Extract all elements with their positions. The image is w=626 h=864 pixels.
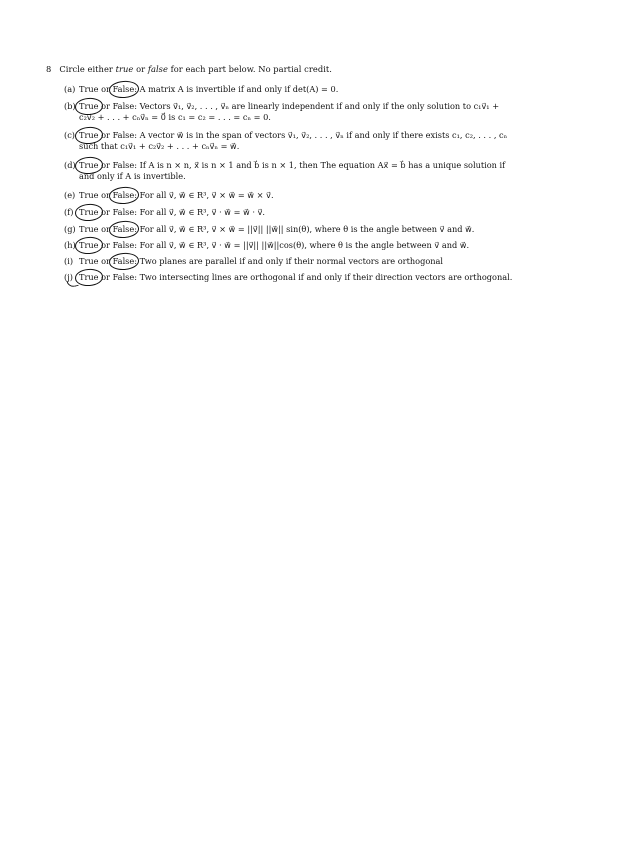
statement: : If A is n × n, x⃗ is n × 1 and b⃗ is n × 1, then The equation Ax⃗ = b⃗ has a unique solution if bbox=[134, 160, 506, 170]
or-text: or bbox=[101, 101, 110, 111]
statement-continued: and only if A is invertible. bbox=[79, 170, 186, 181]
statement: : A vector w⃗ is in the span of vectors v⃗₁, v⃗₂, . . . , v⃗ₙ if and only if there exists c₁, c₂, . . . , cₙ bbox=[134, 130, 508, 140]
or-text: or bbox=[101, 272, 110, 282]
true-choice[interactable]: True bbox=[79, 84, 99, 94]
statement-continued: such that c₁v⃗₁ + c₂v⃗₂ + . . . + cₙv⃗ₙ = w⃗. bbox=[79, 140, 240, 151]
item-label: (a) bbox=[64, 84, 76, 94]
true-choice-circled[interactable]: True bbox=[79, 207, 99, 217]
item-label: (c) bbox=[64, 130, 75, 140]
statement: : For all v⃗, w⃗ ∈ R³, v⃗ · w⃗ = ||v⃗|| ||w⃗||cos(θ), where θ is the angle between v⃗ and w⃗. bbox=[134, 240, 470, 250]
false-choice-circled[interactable]: False bbox=[112, 256, 135, 266]
false-choice[interactable]: False bbox=[112, 272, 135, 282]
true-choice-circled[interactable]: True bbox=[79, 160, 99, 170]
statement: : For all v⃗, w⃗ ∈ R³, v⃗ · w⃗ = w⃗ · v⃗. bbox=[134, 207, 266, 217]
false-choice-circled[interactable]: False bbox=[112, 224, 135, 234]
false-choice[interactable]: False bbox=[112, 160, 135, 170]
item-content bbox=[79, 84, 338, 95]
item-c bbox=[64, 130, 507, 151]
item-content bbox=[79, 207, 265, 218]
item-label: (f) bbox=[64, 207, 74, 217]
statement-continued: c₂v⃗₂ + . . . + cₙv⃗ₙ = 0⃗ is c₁ = c₂ = . . . = cₙ = 0. bbox=[79, 111, 271, 122]
item-content bbox=[79, 240, 469, 251]
item-content bbox=[79, 160, 505, 171]
item-label: (e) bbox=[64, 190, 76, 200]
item-content bbox=[79, 272, 512, 283]
false-choice-circled[interactable]: False bbox=[112, 190, 135, 200]
or-text: or bbox=[101, 224, 110, 234]
instruction-pre: Circle either bbox=[59, 64, 116, 74]
false-choice[interactable]: False bbox=[112, 101, 135, 111]
item-label: (b) bbox=[64, 101, 76, 111]
question-number: 8 bbox=[46, 64, 52, 74]
statement: : Two planes are parallel if and only if their normal vectors are orthogonal bbox=[134, 256, 444, 266]
item-label: (g) bbox=[64, 224, 76, 234]
false-choice-circled[interactable]: False bbox=[112, 84, 135, 94]
false-choice[interactable]: False bbox=[112, 207, 135, 217]
true-choice-circled[interactable]: True bbox=[79, 101, 99, 111]
statement: : Vectors v⃗₁, v⃗₂, . . . , v⃗ₙ are linearly independent if and only if the only solution to c₁v⃗₁ + bbox=[134, 101, 500, 111]
item-content bbox=[79, 256, 443, 267]
item-a bbox=[64, 84, 338, 95]
true-choice[interactable]: True bbox=[79, 190, 99, 200]
false-choice[interactable]: False bbox=[112, 240, 135, 250]
item-label: (i) bbox=[64, 256, 74, 266]
true-choice[interactable]: True bbox=[79, 256, 99, 266]
true-choice[interactable]: True bbox=[79, 224, 99, 234]
true-choice-circled[interactable]: True bbox=[79, 272, 99, 283]
false-choice[interactable]: False bbox=[112, 130, 135, 140]
or-text: or bbox=[101, 207, 110, 217]
instruction-true: true bbox=[115, 64, 134, 74]
instruction-mid: or bbox=[133, 64, 148, 74]
question-header bbox=[46, 64, 332, 74]
item-content bbox=[79, 101, 499, 112]
statement: : A matrix A is invertible if and only if det(A) = 0. bbox=[134, 84, 339, 94]
item-content bbox=[79, 190, 274, 201]
item-e bbox=[64, 190, 274, 201]
item-content bbox=[79, 224, 474, 235]
item-h bbox=[64, 240, 469, 251]
or-text: or bbox=[101, 240, 110, 250]
item-i bbox=[64, 256, 443, 267]
statement: : For all v⃗, w⃗ ∈ R³, v⃗ × w⃗ = w⃗ × v⃗. bbox=[134, 190, 274, 200]
or-text: or bbox=[101, 160, 110, 170]
item-b bbox=[64, 101, 499, 122]
true-choice-circled[interactable]: True bbox=[79, 130, 99, 140]
true-choice-circled[interactable]: True bbox=[79, 240, 99, 250]
instruction-post: for each part below. No partial credit. bbox=[167, 64, 332, 74]
or-text: or bbox=[101, 84, 110, 94]
item-label: (h) bbox=[64, 240, 76, 250]
item-d bbox=[64, 160, 505, 181]
or-text: or bbox=[101, 256, 110, 266]
item-label: (j) bbox=[64, 272, 73, 282]
statement: : Two intersecting lines are orthogonal if and only if their direction vectors are orthogonal. bbox=[134, 272, 513, 282]
or-text: or bbox=[101, 190, 110, 200]
item-f bbox=[64, 207, 265, 218]
item-content bbox=[79, 130, 507, 141]
statement: : For all v⃗, w⃗ ∈ R³, v⃗ × w⃗ = ||v⃗|| ||w⃗|| sin(θ), where θ is the angle between v⃗ and w⃗. bbox=[134, 224, 475, 234]
pen-stroke-mark bbox=[66, 279, 78, 288]
item-label: (d) bbox=[64, 160, 76, 170]
item-g bbox=[64, 224, 474, 235]
item-j bbox=[64, 272, 512, 283]
or-text: or bbox=[101, 130, 110, 140]
instruction-false: false bbox=[147, 64, 168, 74]
